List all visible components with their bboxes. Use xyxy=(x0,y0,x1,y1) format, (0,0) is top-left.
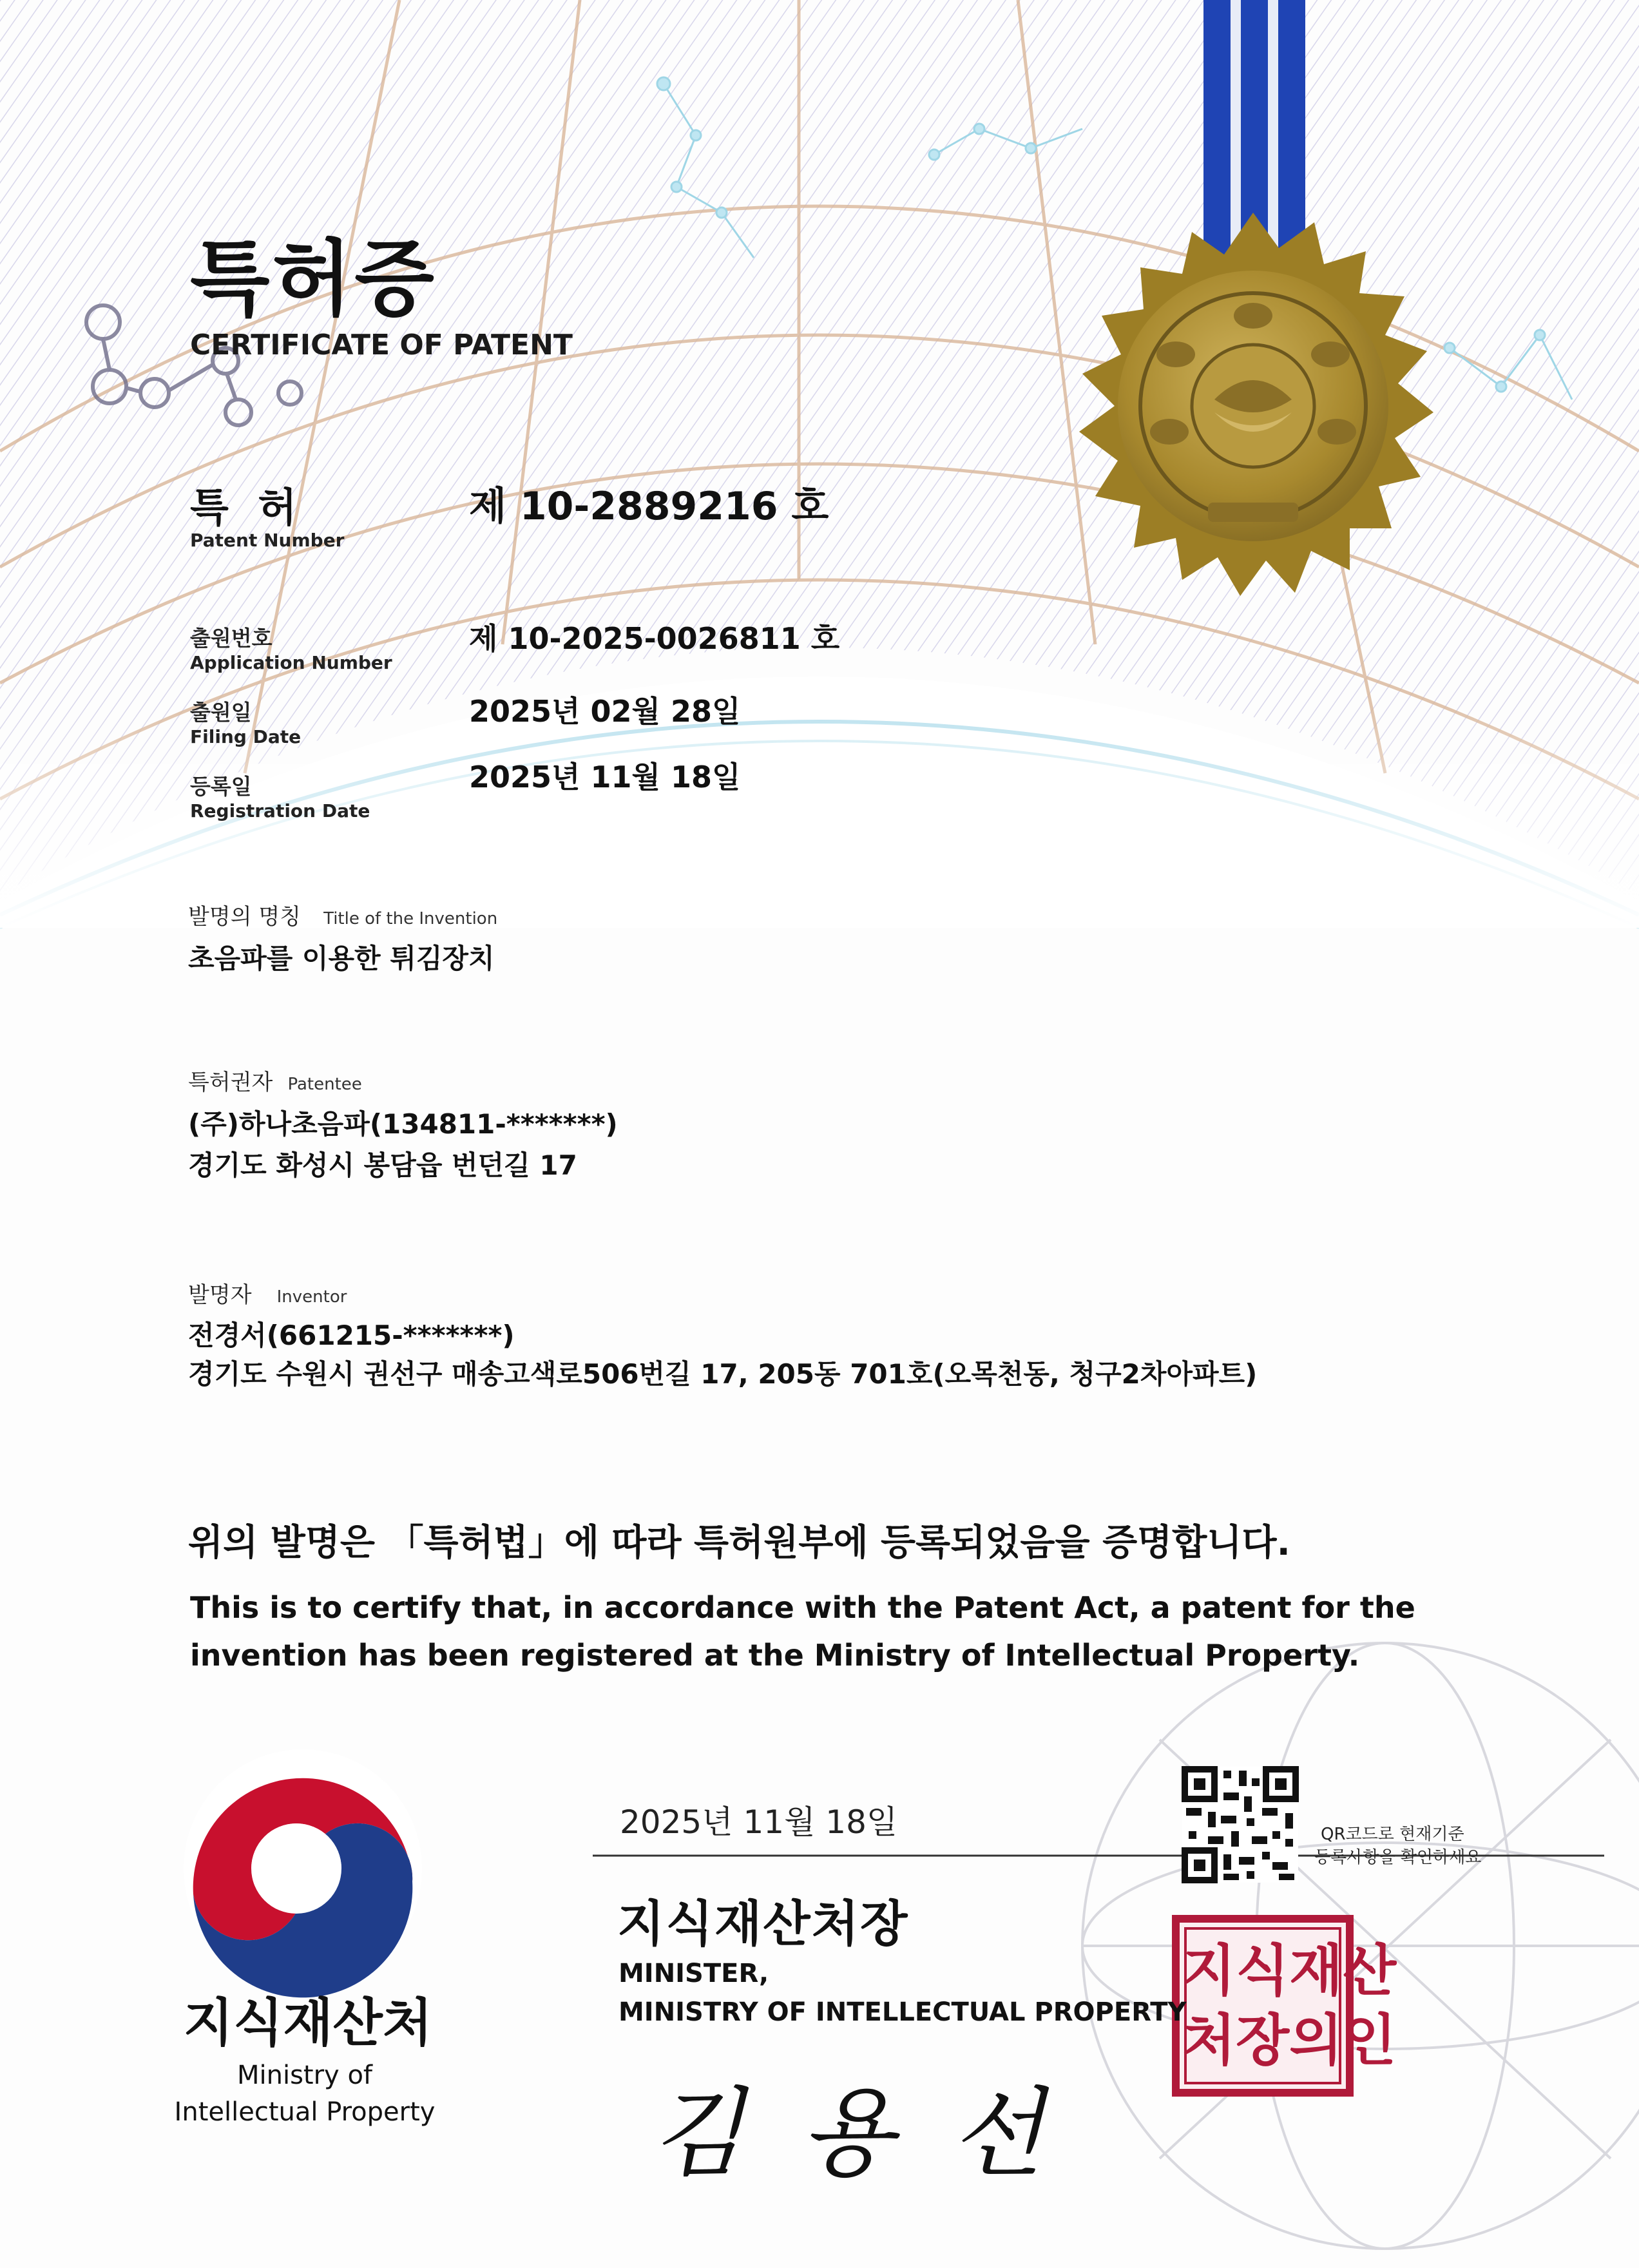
patent-label-kor: 특 허 xyxy=(190,484,305,531)
invention-label-kor: 발명의 명칭 xyxy=(188,904,302,930)
filing-label-en: Filing Date xyxy=(190,726,302,747)
application-label-en: Application Number xyxy=(190,652,392,673)
seal-line-1: 지식재산 xyxy=(1182,1938,1397,2003)
certification-kor: 위의 발명은 「특허법」에 따라 특허원부에 등록되었음을 증명합니다. xyxy=(188,1522,1290,1564)
filing-date: 2025년 02월 28일 xyxy=(469,694,741,729)
certificate-title-kor: 특허증 xyxy=(190,231,437,327)
certification-en-line2: invention has been registered at the Ministry of Intellectual Property. xyxy=(190,1638,1360,1673)
patentee-name: (주)하나초음파(134811-*******) xyxy=(188,1108,618,1140)
inventor-address: 경기도 수원시 권선구 매송고색로506번길 17, 205동 701호(오목천동, 청구2차아파트) xyxy=(188,1358,1258,1390)
invention-title: 초음파를 이용한 튀김장치 xyxy=(188,943,495,974)
patent-label-en: Patent Number xyxy=(190,530,345,551)
invention-label-en: Title of the Invention xyxy=(323,909,498,928)
seal-text xyxy=(1182,1936,1397,2075)
patent-number: 제 10-2889216 호 xyxy=(469,484,829,529)
certificate-title-en: CERTIFICATE OF PATENT xyxy=(190,329,573,361)
seal-line-2: 처장의인 xyxy=(1182,2008,1397,2073)
inventor-label-en: Inventor xyxy=(276,1287,347,1307)
minister-title-kor: 지식재산처장 xyxy=(617,1895,909,1952)
inventor-label-group xyxy=(188,1277,347,1309)
qr-note-line1: QR코드로 현재기준 xyxy=(1321,1825,1464,1844)
registration-label-kor: 등록일 xyxy=(190,774,252,799)
inventor-name: 전경서(661215-*******) xyxy=(188,1320,515,1351)
minister-title-en-line1: MINISTER, xyxy=(618,1959,769,1988)
government-logo xyxy=(184,1749,422,1997)
organization-name-kor: 지식재산처 xyxy=(183,1993,433,2053)
patentee-label-group xyxy=(188,1064,362,1096)
filing-label-kor: 출원일 xyxy=(190,700,252,725)
certification-en-line1: This is to certify that, in accordance with the Patent Act, a patent for the xyxy=(190,1590,1415,1625)
qr-code xyxy=(1182,1767,1298,1883)
patentee-label-en: Patentee xyxy=(287,1075,362,1094)
registration-label-en: Registration Date xyxy=(190,800,370,822)
issue-date: 2025년 11월 18일 xyxy=(620,1803,898,1841)
minister-title-en-line2: MINISTRY OF INTELLECTUAL PROPERTY xyxy=(618,1997,1187,2027)
organization-name-en-line1: Ministry of xyxy=(237,2061,372,2090)
signature: 김 용 선 xyxy=(651,2078,1057,2190)
invention-label-group xyxy=(188,899,497,930)
patentee-address: 경기도 화성시 봉담읍 번던길 17 xyxy=(188,1149,577,1181)
organization-name-en-line2: Intellectual Property xyxy=(174,2097,436,2127)
patentee-label-kor: 특허권자 xyxy=(188,1070,273,1095)
registration-date: 2025년 11월 18일 xyxy=(469,760,741,794)
qr-note-line2: 등록사항을 확인하세요 xyxy=(1314,1848,1482,1867)
application-number: 제 10-2025-0026811 호 xyxy=(469,621,840,656)
inventor-label-kor: 발명자 xyxy=(188,1282,252,1308)
application-label-kor: 출원번호 xyxy=(190,626,273,651)
